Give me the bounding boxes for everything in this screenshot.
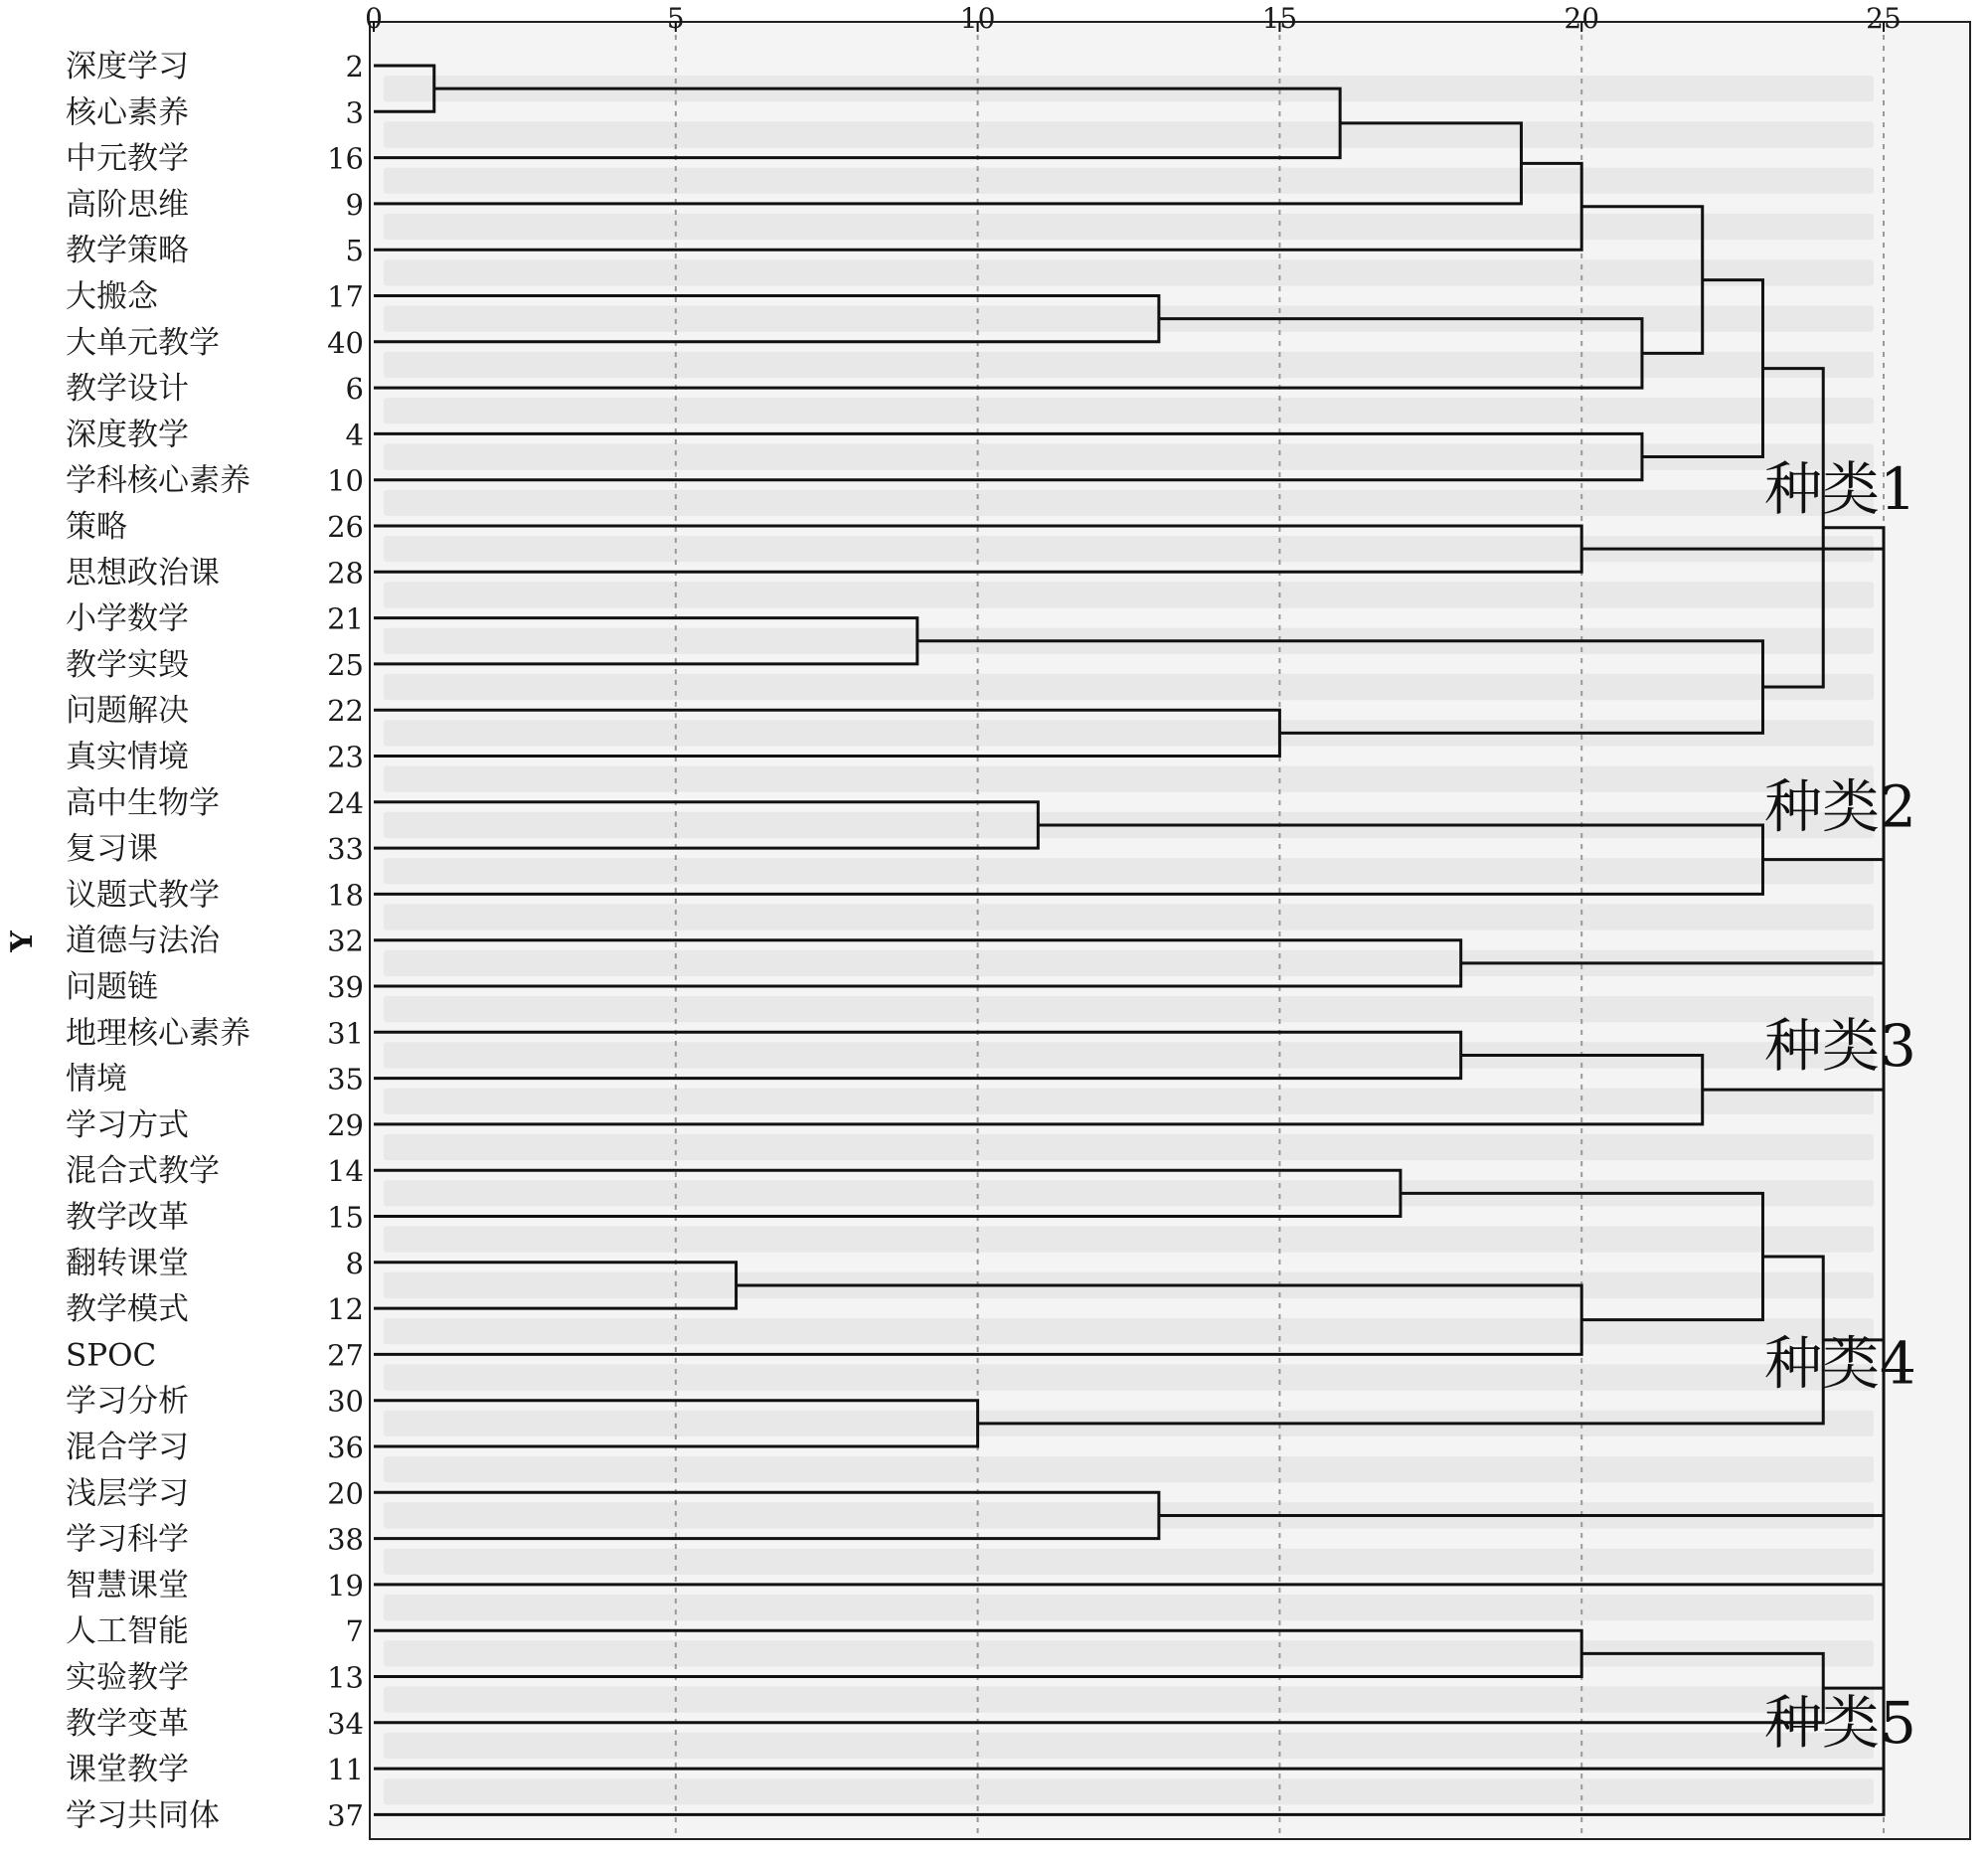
leaf-id: 33 xyxy=(327,832,364,867)
row-band xyxy=(384,1549,1874,1575)
leaf-labels xyxy=(66,49,364,1833)
row-band xyxy=(384,858,1874,884)
leaf-label: 道德与法治 xyxy=(66,923,220,959)
row-band xyxy=(384,582,1874,607)
leaf-id: 27 xyxy=(327,1338,364,1373)
leaf-id: 24 xyxy=(327,785,364,820)
leaf-id: 30 xyxy=(327,1384,364,1419)
leaf-id: 35 xyxy=(327,1062,364,1097)
leaf-id: 40 xyxy=(327,325,364,360)
leaf-label: 深度教学 xyxy=(66,417,189,453)
cluster-label: 种类4 xyxy=(1764,1329,1916,1398)
leaf-id: 11 xyxy=(327,1753,364,1787)
leaf-id: 18 xyxy=(327,878,364,913)
leaf-id: 28 xyxy=(327,556,364,591)
leaf-id: 25 xyxy=(327,647,364,682)
row-band xyxy=(384,398,1874,423)
row-band xyxy=(384,1227,1874,1253)
row-band xyxy=(384,766,1874,792)
leaf-label: 浅层学习 xyxy=(66,1475,189,1512)
cluster-label: 种类3 xyxy=(1764,1012,1916,1081)
leaf-label: 智慧课堂 xyxy=(66,1567,189,1604)
leaf-id: 13 xyxy=(327,1660,364,1695)
leaf-label: 思想政治课 xyxy=(66,555,220,591)
leaf-label: 议题式教学 xyxy=(66,877,220,914)
leaf-label: 大搬念 xyxy=(66,278,158,315)
row-band xyxy=(384,1778,1874,1804)
leaf-label: 学科核心素养 xyxy=(66,462,250,499)
y-axis-label: Y xyxy=(5,930,40,952)
tick-label: 25 xyxy=(1866,2,1902,35)
row-band xyxy=(384,674,1874,700)
leaf-label: 小学数学 xyxy=(66,600,189,637)
leaf-id: 23 xyxy=(327,740,364,774)
leaf-id: 37 xyxy=(327,1798,364,1833)
leaf-id: 32 xyxy=(327,924,364,958)
tick-label: 15 xyxy=(1261,2,1298,35)
leaf-label: 大单元教学 xyxy=(66,324,220,361)
leaf-id: 21 xyxy=(327,601,364,636)
cluster-label: 种类2 xyxy=(1764,772,1916,841)
leaf-label: 深度学习 xyxy=(66,49,189,84)
leaf-id: 14 xyxy=(327,1154,364,1189)
tick-label: 20 xyxy=(1564,2,1600,35)
leaf-label: 教学实毁 xyxy=(66,646,189,683)
leaf-id: 38 xyxy=(327,1522,364,1557)
leaf-label: 问题解决 xyxy=(66,693,189,730)
leaf-label: 真实情境 xyxy=(66,739,189,775)
leaf-label: 学习科学 xyxy=(66,1521,189,1558)
leaf-id: 3 xyxy=(345,95,364,130)
leaf-id: 8 xyxy=(345,1246,364,1280)
row-band xyxy=(384,168,1874,194)
leaf-label: SPOC xyxy=(66,1337,157,1374)
leaf-id: 31 xyxy=(327,1016,364,1051)
leaf-label: 人工智能 xyxy=(66,1613,189,1650)
row-band xyxy=(384,904,1874,929)
leaf-id: 16 xyxy=(327,141,364,176)
leaf-label: 混合式教学 xyxy=(66,1153,220,1190)
leaf-label: 实验教学 xyxy=(66,1659,189,1696)
leaf-id: 4 xyxy=(345,418,364,452)
leaf-label: 中元教学 xyxy=(66,140,189,177)
row-band xyxy=(384,214,1874,240)
row-band xyxy=(384,306,1874,332)
leaf-id: 22 xyxy=(327,694,364,729)
row-band xyxy=(384,1687,1874,1713)
leaf-label: 教学策略 xyxy=(66,233,189,269)
row-band xyxy=(384,1456,1874,1482)
leaf-label: 核心素养 xyxy=(66,94,189,131)
leaf-label: 教学变革 xyxy=(66,1705,189,1742)
leaf-id: 12 xyxy=(327,1292,364,1327)
leaf-id: 5 xyxy=(345,234,364,268)
tick-label: 0 xyxy=(365,2,383,35)
leaf-label: 翻转课堂 xyxy=(66,1245,189,1281)
leaf-id: 6 xyxy=(345,372,364,407)
leaf-label: 教学改革 xyxy=(66,1199,189,1236)
leaf-id: 29 xyxy=(327,1107,364,1142)
row-band xyxy=(384,996,1874,1022)
row-band xyxy=(384,490,1874,516)
tick-label: 10 xyxy=(959,2,996,35)
leaf-label: 高阶思维 xyxy=(66,186,189,223)
cluster-label: 种类5 xyxy=(1764,1688,1916,1757)
leaf-id: 19 xyxy=(327,1568,364,1603)
leaf-id: 15 xyxy=(327,1200,364,1235)
tick-label: 5 xyxy=(666,2,685,35)
leaf-label: 地理核心素养 xyxy=(66,1015,250,1052)
row-band xyxy=(384,1364,1874,1390)
leaf-id: 7 xyxy=(345,1614,364,1649)
row-band xyxy=(384,121,1874,147)
row-band xyxy=(384,1089,1874,1114)
row-band xyxy=(384,1134,1874,1160)
leaf-label: 问题链 xyxy=(66,969,158,1005)
cluster-label: 种类1 xyxy=(1764,454,1916,523)
row-band xyxy=(384,1318,1874,1344)
leaf-id: 39 xyxy=(327,970,364,1004)
leaf-label: 复习课 xyxy=(66,831,158,868)
leaf-id: 17 xyxy=(327,279,364,314)
leaf-id: 26 xyxy=(327,510,364,544)
leaf-id: 9 xyxy=(345,187,364,222)
row-band xyxy=(384,1595,1874,1620)
leaf-id: 34 xyxy=(327,1706,364,1741)
leaf-label: 学习共同体 xyxy=(66,1797,220,1834)
leaf-label: 策略 xyxy=(66,509,127,545)
leaf-label: 高中生物学 xyxy=(66,784,220,821)
row-band xyxy=(384,259,1874,285)
leaf-label: 情境 xyxy=(66,1061,127,1098)
leaf-id: 2 xyxy=(345,50,364,84)
leaf-label: 教学模式 xyxy=(66,1291,189,1328)
row-band xyxy=(384,352,1874,378)
leaf-label: 混合学习 xyxy=(66,1430,189,1465)
leaf-id: 10 xyxy=(327,463,364,498)
leaf-label: 课堂教学 xyxy=(66,1752,189,1788)
row-band xyxy=(384,1733,1874,1759)
leaf-label: 教学设计 xyxy=(66,371,189,408)
leaf-label: 学习分析 xyxy=(66,1383,189,1420)
leaf-id: 20 xyxy=(327,1476,364,1511)
leaf-label: 学习方式 xyxy=(66,1106,189,1143)
leaf-id: 36 xyxy=(327,1431,364,1464)
